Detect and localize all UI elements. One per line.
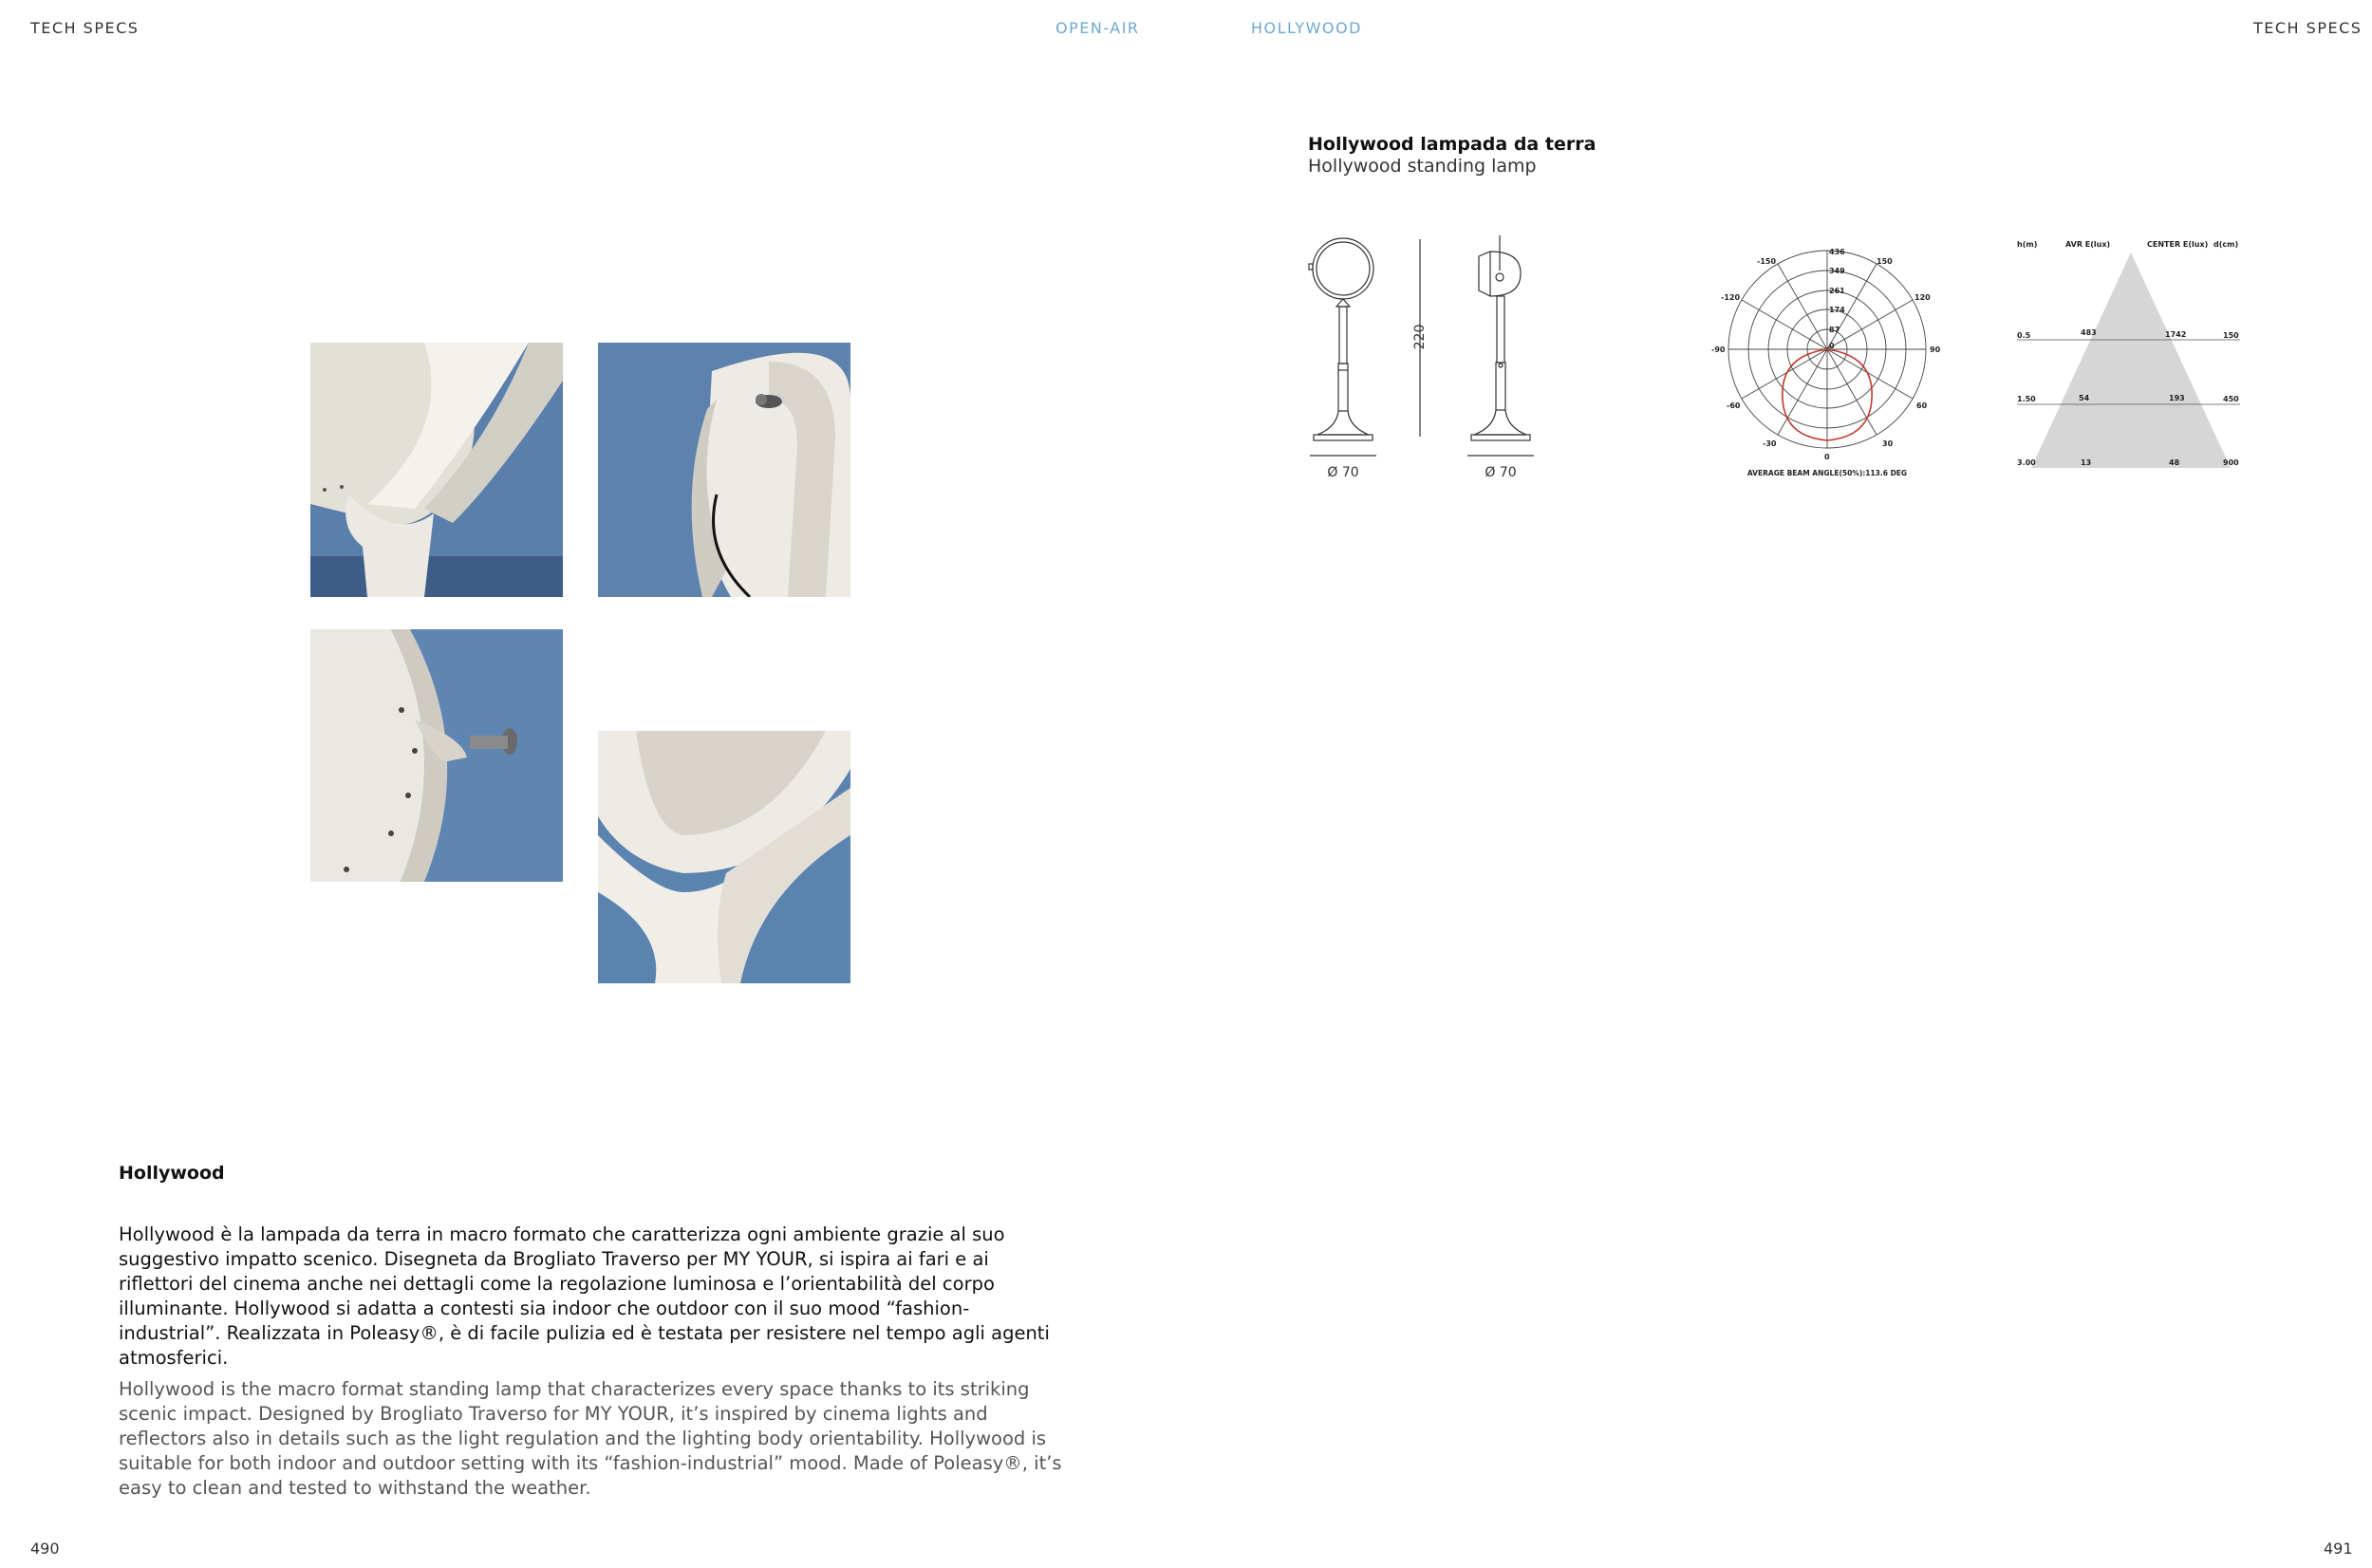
angle-label: -90 <box>1711 345 1726 354</box>
angle-label: 120 <box>1914 293 1931 302</box>
photo-lamp-yoke <box>598 731 850 983</box>
technical-drawing <box>1300 228 1557 484</box>
photo-lamp-rim-knob <box>310 629 563 882</box>
row-h: 0.5 <box>2017 331 2031 340</box>
row-center: 1742 <box>2165 330 2187 339</box>
diameter-side-label: Ø 70 <box>1485 465 1517 480</box>
radial-label: 349 <box>1829 267 1845 275</box>
product-title: Hollywood lampada da terra <box>1308 134 1597 155</box>
row-d: 150 <box>2223 331 2239 340</box>
page-number-left: 490 <box>30 1540 60 1558</box>
description-english: Hollywood is the macro format standing lamp that characterizes every space thanks to its striking scenic impact. Designed by Brogliato Traverso for MY YOUR, it’s inspired by cinema lights and reflectors also in details such as the light regulation and the lighting body orientability. Hollywood is suitable for both indoor and outdoor setting with its “fashion-industrial” mood. Made of Poleasy®, it’s easy to clean and tested to withstand the weather. <box>119 1378 1062 1499</box>
page-number-right: 491 <box>2324 1540 2353 1558</box>
beam-angle-caption: AVERAGE BEAM ANGLE(50%):113.6 DEG <box>1746 469 1908 477</box>
header-left-label: TECH SPECS <box>30 19 140 37</box>
nav-hollywood[interactable]: HOLLYWOOD <box>1251 19 1362 37</box>
row-h: 1.50 <box>2017 395 2036 403</box>
angle-label: 60 <box>1916 401 1928 410</box>
product-subtitle: Hollywood standing lamp <box>1308 156 1537 177</box>
description-italian: Hollywood è la lampada da terra in macro formato che caratterizza ogni ambiente grazie al suo suggestivo impatto scenico. Disegneta da Brogliato Traverso per MY YOUR, si ispira ai fari e ai riflettori del cinema anche nei dettagli come la regolazione luminosa e l’orientabilità del corpo illuminante. Hollywood si adatta a contesti sia indoor che outdoor con il suo mood “fashion-industrial”. Realizzata in Poleasy®, è di facile pulizia ed è testata per resistere nel tempo agli agenti atmosferici. <box>119 1223 1050 1369</box>
col-header-avr: AVR E(lux) <box>2065 240 2111 249</box>
radial-label: 174 <box>1829 306 1845 314</box>
header-right-label: TECH SPECS <box>2253 19 2363 37</box>
row-d: 900 <box>2223 458 2239 467</box>
light-cone <box>2031 252 2231 468</box>
row-h: 3.00 <box>2017 458 2036 467</box>
angle-label: 150 <box>1877 257 1893 266</box>
row-avr: 54 <box>2079 394 2090 402</box>
row-center: 48 <box>2169 458 2180 467</box>
radial-label: 261 <box>1829 287 1845 295</box>
row-d: 450 <box>2223 395 2239 403</box>
angle-label: 0 <box>1824 453 1830 461</box>
row-center: 193 <box>2169 394 2185 402</box>
row-avr: 483 <box>2081 328 2097 337</box>
angle-label: -120 <box>1721 293 1741 302</box>
radial-label: 0 <box>1829 342 1835 350</box>
col-header-d: d(cm) <box>2213 240 2239 249</box>
angle-label: 30 <box>1882 439 1894 448</box>
angle-label: 90 <box>1930 345 1941 354</box>
radial-label: 436 <box>1829 248 1845 256</box>
photo-lamp-head-front <box>310 343 563 597</box>
polar-light-distribution <box>1704 237 1951 489</box>
photo-lamp-back-knob <box>598 343 850 597</box>
cone-illuminance-diagram <box>2012 235 2250 473</box>
height-label: 220 <box>1412 324 1428 350</box>
radial-label: 87 <box>1829 326 1840 334</box>
angle-label: -60 <box>1727 401 1741 410</box>
diameter-front-label: Ø 70 <box>1327 465 1359 480</box>
description-title: Hollywood <box>119 1163 225 1184</box>
col-header-h: h(m) <box>2017 240 2038 249</box>
nav-open-air[interactable]: OPEN-AIR <box>1055 19 1140 37</box>
row-avr: 13 <box>2081 458 2092 467</box>
angle-label: -30 <box>1763 439 1777 448</box>
col-header-center: CENTER E(lux) <box>2147 240 2209 249</box>
angle-label: -150 <box>1757 257 1777 266</box>
